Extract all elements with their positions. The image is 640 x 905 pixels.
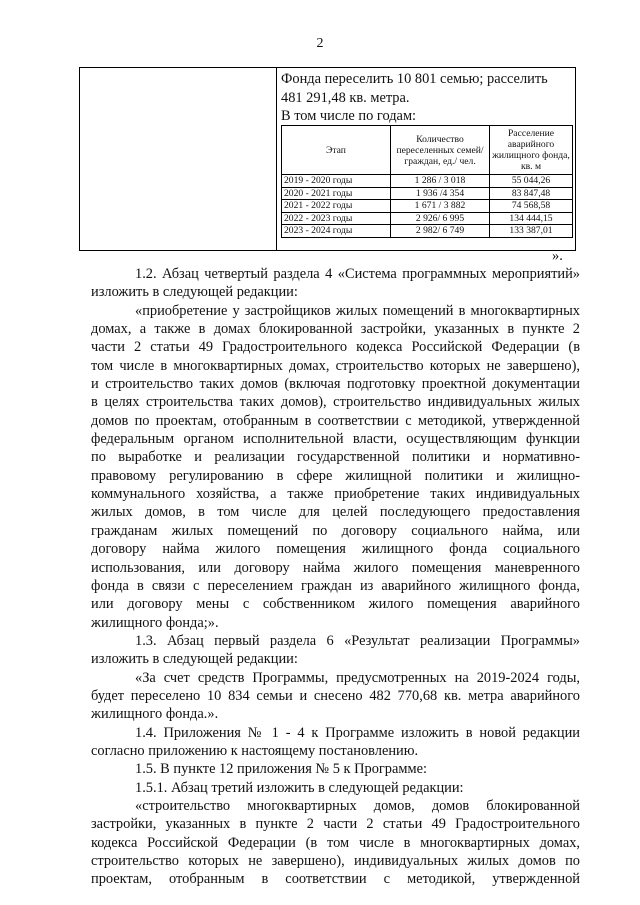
paragraph-line: будет переселено 10 834 семьи и снесено 482 770,68 кв. метра аварийного (91, 687, 580, 704)
paragraph-line: кодекса Российской Федерации (в том числе в многоквартирных домах, (91, 834, 580, 851)
table-cell-line: В том числе по годам: (281, 108, 417, 125)
paragraph-line: 1.5. В пункте 12 приложения № 5 к Программе: (135, 761, 427, 778)
paragraph-line: «приобретение у застройщиков жилых помещений в многоквартирных (135, 302, 580, 319)
stage-cell: 2020 - 2021 годы (282, 187, 391, 200)
paragraph-line: и строительство таких домов (включая подготовку проектной документации (91, 376, 580, 393)
area-cell: 74 568,58 (490, 200, 573, 213)
paragraph-line: согласно приложению к настоящему постановлению. (91, 742, 419, 759)
table-border-top (79, 67, 576, 68)
paragraph-line: 1.4. Приложения № 1 - 4 к Программе изложить в новой редакции (135, 724, 580, 741)
paragraph-line: использования, или договору найма жилого помещения маневренного (91, 559, 580, 576)
table-row (282, 200, 573, 213)
table-row (282, 175, 573, 188)
paragraph-line: жилищного фонда.». (91, 706, 219, 723)
paragraph-line: фонда в связи с переселением граждан из аварийного жилищного фонда, (91, 577, 580, 594)
paragraph-line: 1.2. Абзац четвертый раздела 4 «Система программных мероприятий» (135, 266, 580, 282)
paragraph-line: том числе в многоквартирных домах, строительство которых не завершено), (91, 357, 580, 374)
paragraph-line: коммунального хозяйства, а также приобретение таких индивидуальных (91, 486, 580, 503)
years-table-header-row (282, 126, 573, 175)
table-border-left (79, 67, 80, 251)
table-border-bottom (79, 250, 576, 251)
stage-cell: 2019 - 2020 годы (282, 175, 391, 188)
families-cell: 2 926/ 6 995 (391, 212, 490, 225)
area-cell: 133 387,01 (490, 225, 573, 238)
area-cell: 83 847,48 (490, 187, 573, 200)
paragraph-line: гражданам жилых помещений по договору социального найма, или (91, 522, 580, 539)
families-cell: 2 982/ 6 749 (391, 225, 490, 238)
table-row (282, 187, 573, 200)
paragraph-line: домах, а также в домах блокированной застройки, указанных в пункте 2 (91, 321, 580, 338)
paragraph-line: изложить в следующей редакции: (91, 284, 298, 301)
stage-cell: 2023 - 2024 годы (282, 225, 391, 238)
header-families: Количество переселенных семей/граждан, ед./ чел. (391, 126, 490, 175)
table-column-divider (276, 67, 277, 251)
table-cell-text (281, 70, 576, 126)
paragraph-line: проектам, отобранным в соответствии с методикой, утвержденной (91, 871, 580, 888)
paragraph-line: строительство которых не завершено), индивидуальных жилых домов по (91, 853, 580, 869)
paragraph-line: «строительство многоквартирных домов, домов блокированной (135, 797, 580, 814)
stage-cell: 2022 - 2023 годы (282, 212, 391, 225)
table-cell-line: 481 291,48 кв. метра. (281, 89, 410, 106)
paragraph-line: 1.5.1. Абзац третий изложить в следующей редакции: (135, 779, 464, 796)
paragraph-line: по выработке и реализации государственной политики и нормативно- (91, 449, 580, 466)
paragraph-line: изложить в следующей редакции: (91, 651, 298, 668)
paragraph-line: части 2 статьи 49 Градостроительного кодекса Российской Федерации (в (91, 339, 580, 356)
paragraph-line: в целях строительства таких домов), строительство индивидуальных жилых (91, 394, 580, 411)
paragraph-line: домов по проектам, отобранным в соответствии с методикой, утвержденной (91, 412, 580, 429)
families-cell: 1 286 / 3 018 (391, 175, 490, 188)
table-row (282, 212, 573, 225)
paragraph-line: жилых домов, в том числе для целей последующего предоставления (91, 504, 580, 521)
paragraph-line: 1.3. Абзац первый раздела 6 «Результат реализации Программы» (135, 632, 580, 649)
area-cell: 134 444,15 (490, 212, 573, 225)
paragraph-line: договору найма жилого помещения жилищного фонда социального (91, 541, 580, 558)
closing-quote: ». (552, 248, 563, 264)
header-area: Расселение аварийного жилищного фонда, кв. м (490, 126, 573, 175)
stage-cell: 2021 - 2022 годы (282, 200, 391, 213)
families-cell: 1 936 /4 354 (391, 187, 490, 200)
paragraph-line: жилищного фонда;». (91, 614, 219, 631)
body-text (91, 265, 580, 889)
area-cell: 55 044,26 (490, 175, 573, 188)
paragraph-line: застройки, указанных в пункте 2 части 2 статьи 49 Градостроительного (91, 816, 580, 833)
paragraph-line: федеральным органом исполнительной власти, осуществляющим функции (91, 431, 580, 448)
table-cell-line: Фонда переселить 10 801 семью; расселить (281, 71, 548, 87)
families-cell: 1 671 / 3 882 (391, 200, 490, 213)
paragraph-line: «За счет средств Программы, предусмотренных на 2019-2024 годы, (135, 669, 580, 686)
paragraph-line: правовому регулированию в сфере жилищной политики и жилищно- (91, 467, 580, 484)
table-row (282, 225, 573, 238)
paragraph-line: или договору мены с собственником жилого помещения аварийного (91, 596, 580, 613)
years-table (281, 125, 573, 238)
page-number: 2 (316, 36, 324, 51)
header-stage: Этап (282, 126, 391, 175)
